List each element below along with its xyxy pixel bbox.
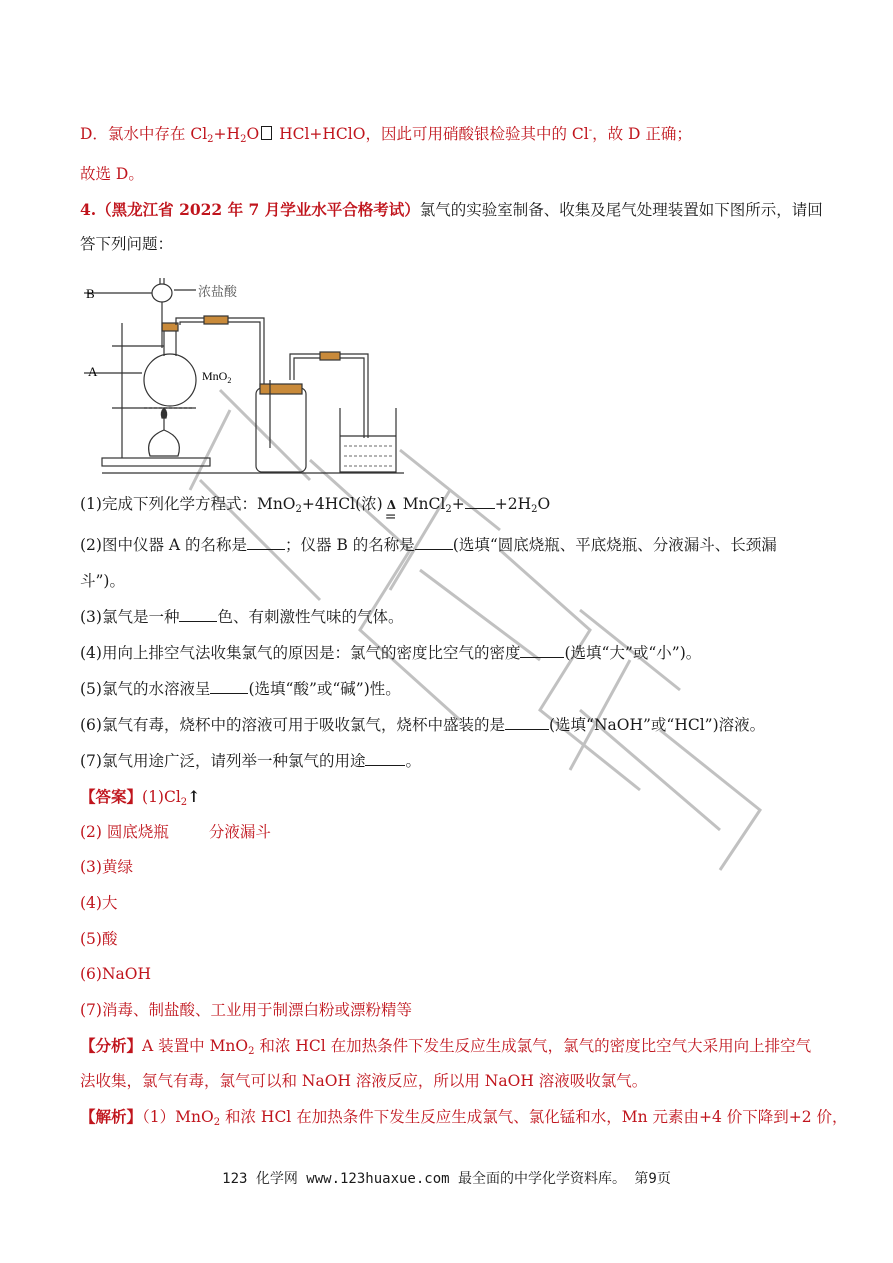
choose-answer [80,164,144,184]
answer-blank[interactable] [365,751,405,766]
subscript: 2 [445,504,452,515]
question-7 [80,751,421,771]
q3-text: (3)氯气是一种 [80,608,180,626]
answer-blank[interactable] [520,643,564,658]
answer-6 [80,964,151,984]
option-d-line [80,121,692,150]
analysis-text: A 装置中 MnO [142,1037,249,1055]
answer-text: (3)黄绿 [80,858,133,876]
question-2-cont [80,571,125,591]
answer-5 [80,929,117,949]
analysis-label: 【分析】 [80,1036,143,1055]
analysis-text: 法收集，氯气有毒，氯气可以和 NaOH 溶液反应，所以用 NaOH 溶液吸收氯气。 [80,1072,648,1090]
q3-text: 色、有刺激性气味的气体。 [217,608,404,626]
answer-text: (1)Cl [142,788,181,806]
answer-label: 【答案】 [80,787,143,806]
option-d-text: ，故 D 正确； [592,125,692,143]
q1-text: +4HCl(浓) [301,495,383,513]
answer-text: 分液漏斗 [208,823,271,841]
question-4-header [80,200,823,220]
stand-base [102,458,210,466]
label-a: A [88,364,98,379]
question-4 [80,643,701,663]
answer-blank[interactable] [415,535,453,550]
answer-1 [80,787,201,813]
q2-text: (选填“圆底烧瓶、平底烧瓶、分液漏斗、长颈漏 [452,536,777,554]
question-4-source: 4.（黑龙江省 2022 年 7 月学业水平合格考试） [80,200,420,219]
question-6 [80,715,765,735]
solution-label: 【解析】 [80,1107,143,1126]
answer-text: (2) 圆底烧瓶 [80,823,169,841]
apparatus-diagram [84,268,414,476]
option-d-text: +H [213,125,241,143]
gas-up-arrow-icon: ↑ [187,787,201,806]
label-concentrated-hcl: 浓盐酸 [198,285,238,300]
analysis-text: 和浓 HCl 在加热条件下发生反应生成氯气，氯气的密度比空气大采用向上排空气 [254,1037,812,1055]
equals-sign: = [384,509,397,525]
question-3 [80,607,403,627]
round-bottom-flask [144,354,196,406]
subscript: 2 [248,1046,255,1057]
reversible-arrow-placeholder-icon [261,126,272,140]
delta-icon: Δ [386,498,396,512]
subscript: 2 [531,504,538,515]
q1-text: +2H [494,495,532,513]
answer-text: (6)NaOH [80,965,151,983]
label-b: B [86,286,95,301]
tail-gas-tube [290,354,368,438]
answer-7 [80,1000,412,1020]
question-5 [80,679,401,699]
page-footer: 123 化学网 www.123huaxue.com 最全面的中学化学资料库。 第9页 [222,1171,671,1187]
answer-2 [80,822,271,842]
q1-text: (1)完成下列化学方程式：MnO [80,495,296,513]
q4-text: (4)用向上排空气法收集氯气的原因是：氯气的密度比空气的密度 [80,644,521,662]
option-d-text: O [246,125,260,143]
q5-text: (选填“酸”或“碱”)性。 [248,680,401,698]
analysis-cont [80,1071,647,1091]
answer-blank[interactable] [465,494,495,509]
subscript: 2 [207,134,214,145]
q7-text: 。 [405,752,421,770]
gas-collecting-bottle [256,388,306,472]
solution-text: 和浓 HCl 在加热条件下发生反应生成氯气、氯化锰和水，Mn 元素由+4 价下降到+2 价， [220,1108,848,1126]
q6-text: (6)氯气有毒，烧杯中的溶液可用于吸收氯气，烧杯中盛装的是 [80,716,505,734]
question-1 [80,494,551,525]
solution-text: （1）MnO [142,1108,214,1126]
choose-text: 故选 D。 [80,165,144,183]
q7-text: (7)氯气用途广泛，请列举一种氯气的用途 [80,752,366,770]
answer-text: (7)消毒、制盐酸、工业用于制漂白粉或漂粉精等 [80,1001,412,1019]
answer-3 [80,857,133,877]
answer-4 [80,893,117,913]
q2-text: ；仪器 B 的名称是 [285,536,415,554]
label-mno2: MnO$_2$ [202,369,232,385]
question-4-header-cont [80,234,173,254]
superscript: - [588,125,593,136]
answer-blank[interactable] [505,715,549,730]
option-d-text: D．氯水中存在 Cl [80,125,208,143]
answer-blank[interactable] [210,679,248,694]
answer-text: (4)大 [80,894,118,912]
q5-text: (5)氯气的水溶液呈 [80,680,211,698]
question-2 [80,535,777,555]
analysis [80,1036,811,1062]
q6-text: (选填“NaOH”或“HCl”)溶液。 [548,716,766,734]
q2-text: 斗”)。 [80,572,125,590]
subscript: 2 [213,1117,221,1128]
q4-text: (选填“大”或“小”)。 [564,644,702,662]
alcohol-lamp [149,430,180,456]
subscript: 2 [295,504,302,515]
subscript: 2 [240,134,247,145]
question-4-text: 答下列问题： [80,235,174,253]
option-d-text: HCl+HClO，因此可用硝酸银检验其中的 Cl [274,125,589,143]
answer-text: (5)酸 [80,930,118,948]
subscript: 2 [180,797,188,808]
q1-text: + [451,495,465,513]
separatory-funnel [152,284,172,302]
question-4-text: 氯气的实验室制备、收集及尾气处理装置如下图所示，请回 [419,201,823,219]
q2-text: (2)图中仪器 A 的名称是 [80,536,248,554]
answer-blank[interactable] [179,607,217,622]
q1-text: O [537,495,551,513]
answer-blank[interactable] [247,535,285,550]
solution [80,1107,848,1133]
q1-text: MnCl [402,495,446,513]
